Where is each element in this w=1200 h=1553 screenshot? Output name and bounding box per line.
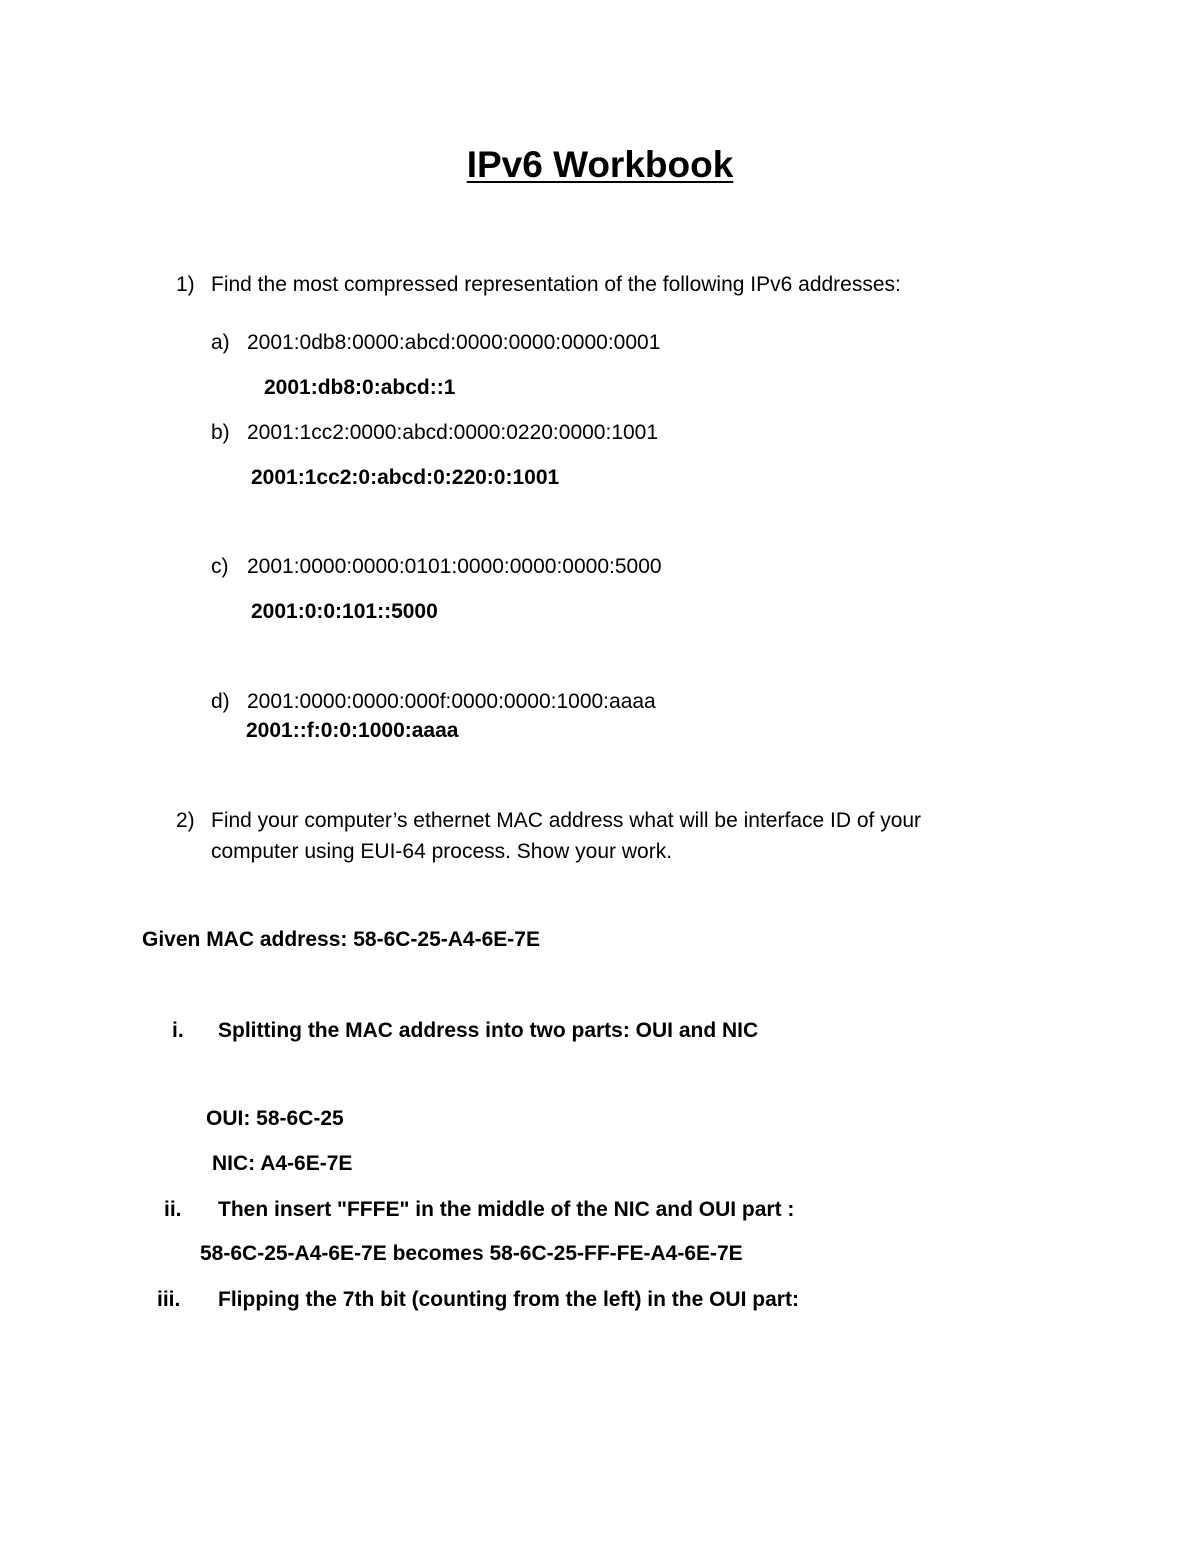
part-b-answer: 2001:1cc2:0:abcd:0:220:0:1001 (251, 466, 560, 489)
step-iii-text: Flipping the 7th bit (counting from the left) in the OUI part: (218, 1288, 799, 1311)
part-c-answer: 2001:0:0:101::5000 (251, 600, 438, 623)
nic-value: NIC: A4-6E-7E (212, 1152, 353, 1175)
question-1-text: Find the most compressed representation of the following IPv6 addresses: (211, 273, 901, 296)
question-1-number: 1) (176, 273, 195, 296)
part-c-letter: c) (211, 555, 229, 578)
question-2-line-2: computer using EUI-64 process. Show your work. (211, 840, 673, 863)
step-ii-text: Then insert "FFFE" in the middle of the NIC and OUI part : (218, 1198, 795, 1221)
given-mac-address: Given MAC address: 58-6C-25-A4-6E-7E (142, 928, 540, 951)
part-b-letter: b) (211, 421, 230, 444)
part-d-letter: d) (211, 690, 230, 713)
part-c-address: 2001:0000:0000:0101:0000:0000:0000:5000 (247, 555, 662, 578)
step-i-numeral: i. (172, 1019, 184, 1042)
part-d-address: 2001:0000:0000:000f:0000:0000:1000:aaaa (247, 690, 656, 713)
part-a-letter: a) (211, 331, 230, 354)
step-i-text: Splitting the MAC address into two parts: OUI and NIC (218, 1019, 759, 1042)
question-2-line-1: Find your computer’s ethernet MAC address what will be interface ID of your (211, 809, 922, 832)
part-d-answer: 2001::f:0:0:1000:aaaa (246, 719, 459, 742)
part-b-address: 2001:1cc2:0000:abcd:0000:0220:0000:1001 (247, 421, 659, 444)
part-a-address: 2001:0db8:0000:abcd:0000:0000:0000:0001 (247, 331, 661, 354)
oui-value: OUI: 58-6C-25 (206, 1107, 344, 1130)
step-iii-numeral: iii. (157, 1288, 181, 1311)
mac-becomes-line: 58-6C-25-A4-6E-7E becomes 58-6C-25-FF-FE-A4-6E-7E (200, 1242, 743, 1265)
question-2-number: 2) (176, 809, 195, 832)
step-ii-numeral: ii. (164, 1198, 182, 1221)
part-a-answer: 2001:db8:0:abcd::1 (264, 376, 456, 399)
page-title: IPv6 Workbook (466, 144, 734, 185)
